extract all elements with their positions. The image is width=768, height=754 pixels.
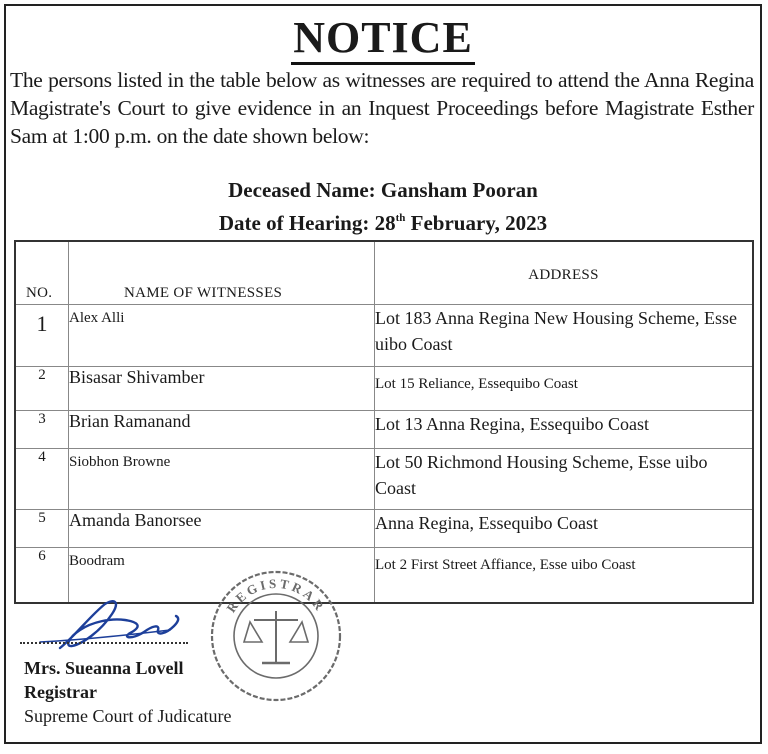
court-seal-stamp [206,566,346,706]
deceased-block [6,176,760,237]
witness-name: Siobhon Browne [69,449,375,510]
notice-title: NOTICE [6,14,760,62]
column-header-name: NAME OF WITNESSES [69,241,375,305]
witness-table [14,240,754,604]
witness-address: Lot 183 Anna Regina New Housing Scheme, Esse uibo Coast [375,305,754,367]
table-row [15,411,753,449]
signatory-name: Mrs. Sueanna Lovell [24,658,184,678]
witness-address: Lot 50 Richmond Housing Scheme, Esse uibo Coast [375,449,754,510]
svg-text:REGISTRAR: REGISTRAR [223,575,329,616]
signature-line [20,642,188,644]
witness-address: Lot 13 Anna Regina, Essequibo Coast [375,411,754,449]
signatory-role: Registrar [24,682,97,702]
witness-address: Anna Regina, Essequibo Coast [375,510,754,548]
witness-name: Alex Alli [69,305,375,367]
witness-address: Lot 15 Reliance, Essequibo Coast [375,367,754,411]
row-number: 3 [15,411,69,449]
deceased-name: Deceased Name: Gansham Pooran [228,178,538,202]
witness-name: Boodram [69,548,375,604]
table-row [15,548,753,604]
table-row [15,510,753,548]
row-number: 2 [15,367,69,411]
table-row [15,367,753,411]
witness-name: Bisasar Shivamber [69,367,375,411]
table-row [15,305,753,367]
witness-address: Lot 2 First Street Affiance, Esse uibo Coast [375,548,754,604]
notice-page [4,4,762,744]
row-number: 5 [15,510,69,548]
row-number: 4 [15,449,69,510]
signatory-block [24,656,231,728]
witness-name: Brian Ramanand [69,411,375,449]
hearing-date: Date of Hearing: 28th February, 2023 [218,211,548,235]
table-row [15,449,753,510]
signatory-office: Supreme Court of Judicature [24,706,232,726]
row-number: 6 [15,548,69,604]
column-header-address: ADDRESS [375,241,754,305]
row-number: 1 [15,305,69,367]
witness-name: Amanda Banorsee [69,510,375,548]
notice-intro: The persons listed in the table below as witnesses are required to attend the Anna Regina Magistrate's Court to give evidence in an Inquest Proceedings before Magistrate Esther Sam at 1:00 p.m. on the date shown below: [10,68,754,148]
table-header-row [15,241,753,305]
column-header-no: NO. [15,241,69,305]
